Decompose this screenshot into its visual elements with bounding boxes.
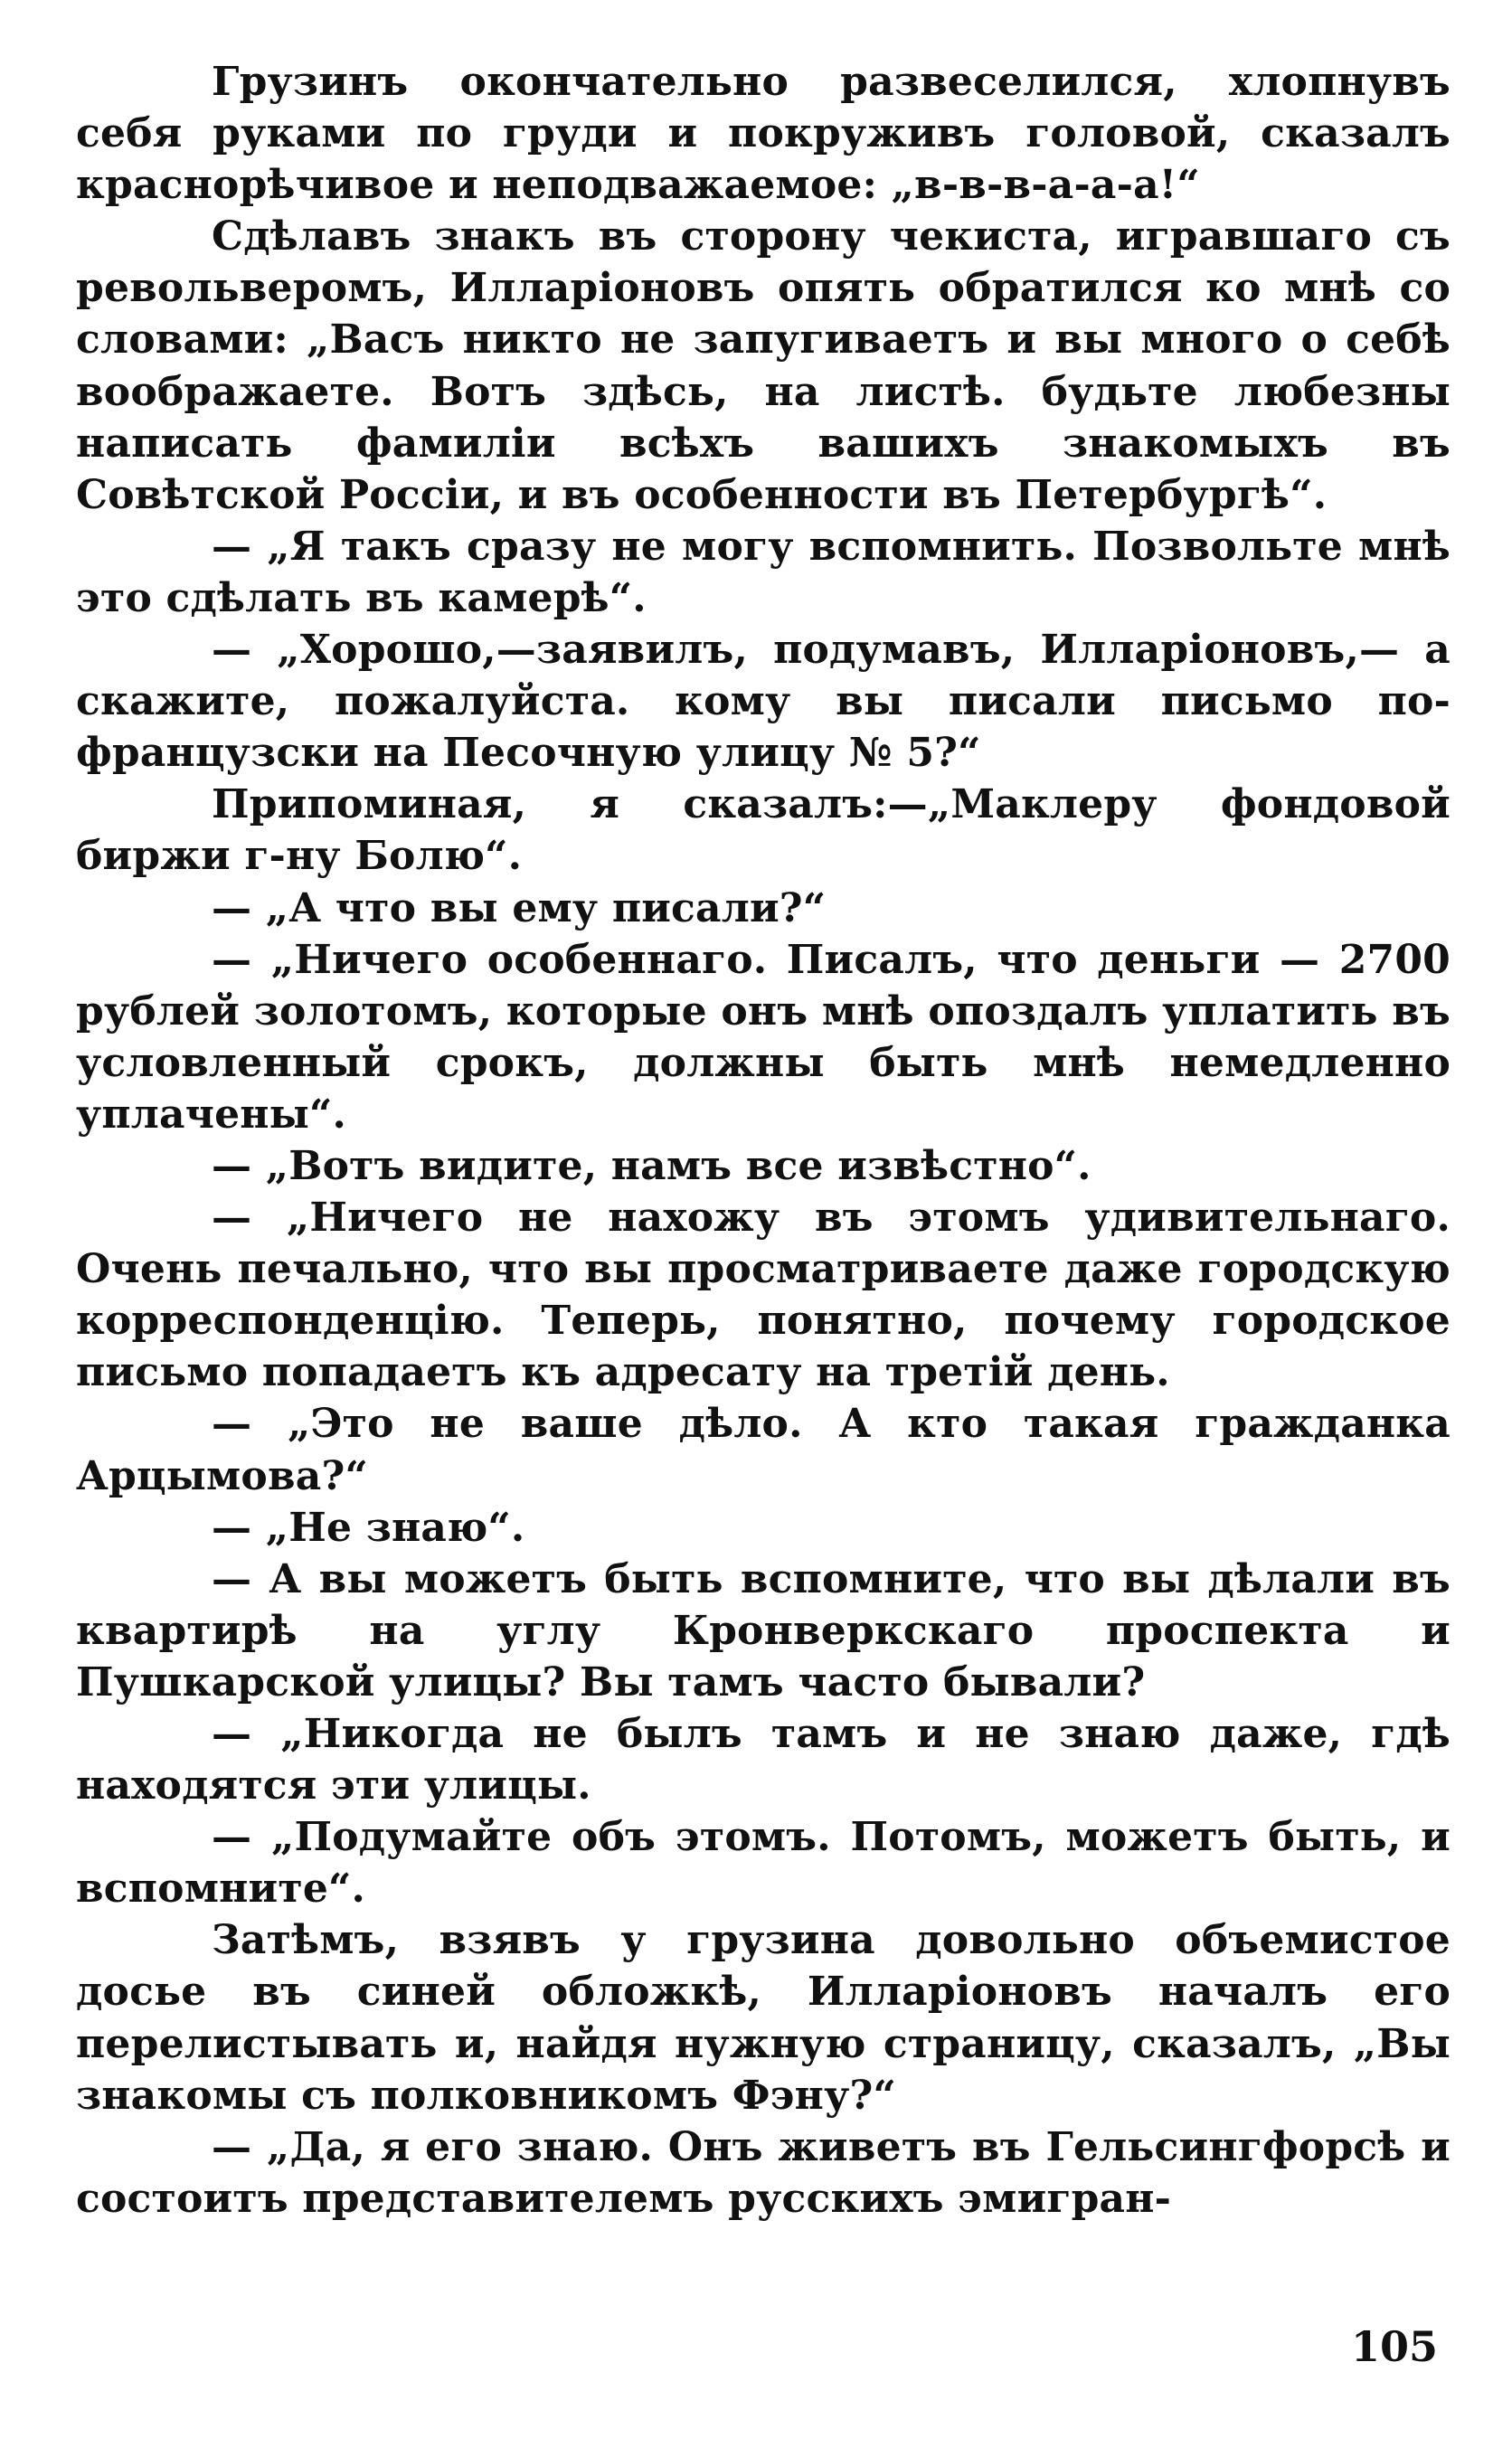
paragraph-2: Сдѣлавъ знакъ въ сторону чекиста, игравшаго съ револьверомъ, Илларіоновъ опять обратился ко мнѣ со словами: „Васъ никто не запугиваетъ и вы много о себѣ воображаете. Вотъ здѣсь, на листѣ. будьте любезны написать фамиліи всѣхъ вашихъ знакомыхъ въ Совѣтской Россіи, и въ особенности въ Петербургѣ“.	[76, 213, 1451, 518]
page-body-text	[76, 56, 1451, 2225]
paragraph-7: — „Ничего особеннаго. Писалъ, что деньги — 2700 рублей золотомъ, которые онъ мнѣ опоздалъ уплатить въ условленный срокъ, должны быть мнѣ немедленно уплачены“.	[76, 936, 1451, 1138]
paragraph-3: — „Я такъ сразу не могу вспомнить. Позвольте мнѣ это сдѣлать въ камерѣ“.	[76, 523, 1451, 621]
paragraph-10: — „Это не ваше дѣло. А кто такая гражданка Арцымова?“	[76, 1401, 1451, 1499]
paragraph-6: — „А что вы ему писали?“	[212, 884, 827, 931]
paragraph-1: Грузинъ окончательно развеселился, хлопнувъ себя руками по груди и покруживъ головой, сказалъ краснорѣчивое и неподважаемое: „в-в-в-а-а-а!“	[76, 59, 1451, 209]
paragraph-13: — „Никогда не былъ тамъ и не знаю даже, гдѣ находятся эти улицы.	[76, 1711, 1451, 1809]
paragraph-9: — „Ничего не нахожу въ этомъ удивительнаго. Очень печально, что вы просматриваете даже городскую корреспонденцію. Теперь, понятно, почему городское письмо попадаетъ къ адресату на третій день.	[76, 1195, 1451, 1396]
paragraph-8: — „Вотъ видите, намъ все извѣстно“.	[212, 1142, 1091, 1189]
page-number: 105	[1350, 2322, 1438, 2371]
paragraph-15: Затѣмъ, взявъ у грузина довольно объемистое досье въ синей обложкѣ, Илларіоновъ началъ его перелистывать и, найдя нужную страницу, сказалъ, „Вы знакомы съ полковникомъ Фэну?“	[76, 1917, 1451, 2119]
paragraph-5: Припоминая, я сказалъ:—„Маклеру фондовой биржи г-ну Болю“.	[76, 781, 1451, 880]
paragraph-16: — „Да, я его знаю. Онъ живетъ въ Гельсингфорсѣ и состоитъ представителемъ русскихъ эмигран-	[76, 2123, 1451, 2222]
paragraph-11: — „Не знаю“.	[212, 1504, 525, 1551]
paragraph-14: — „Подумайте объ этомъ. Потомъ, можетъ быть, и вспомните“.	[76, 1814, 1451, 1913]
paragraph-12: — А вы можетъ быть вспомните, что вы дѣлали въ квартирѣ на углу Кронверкскаго проспекта и Пушкарской улицы? Вы тамъ часто бывали?	[76, 1555, 1451, 1705]
paragraph-4: — „Хорошо,—заявилъ, подумавъ, Илларіоновъ,— а скажите, пожалуйста. кому вы писали письмо по-французски на Песочную улицу № 5?“	[76, 627, 1451, 777]
